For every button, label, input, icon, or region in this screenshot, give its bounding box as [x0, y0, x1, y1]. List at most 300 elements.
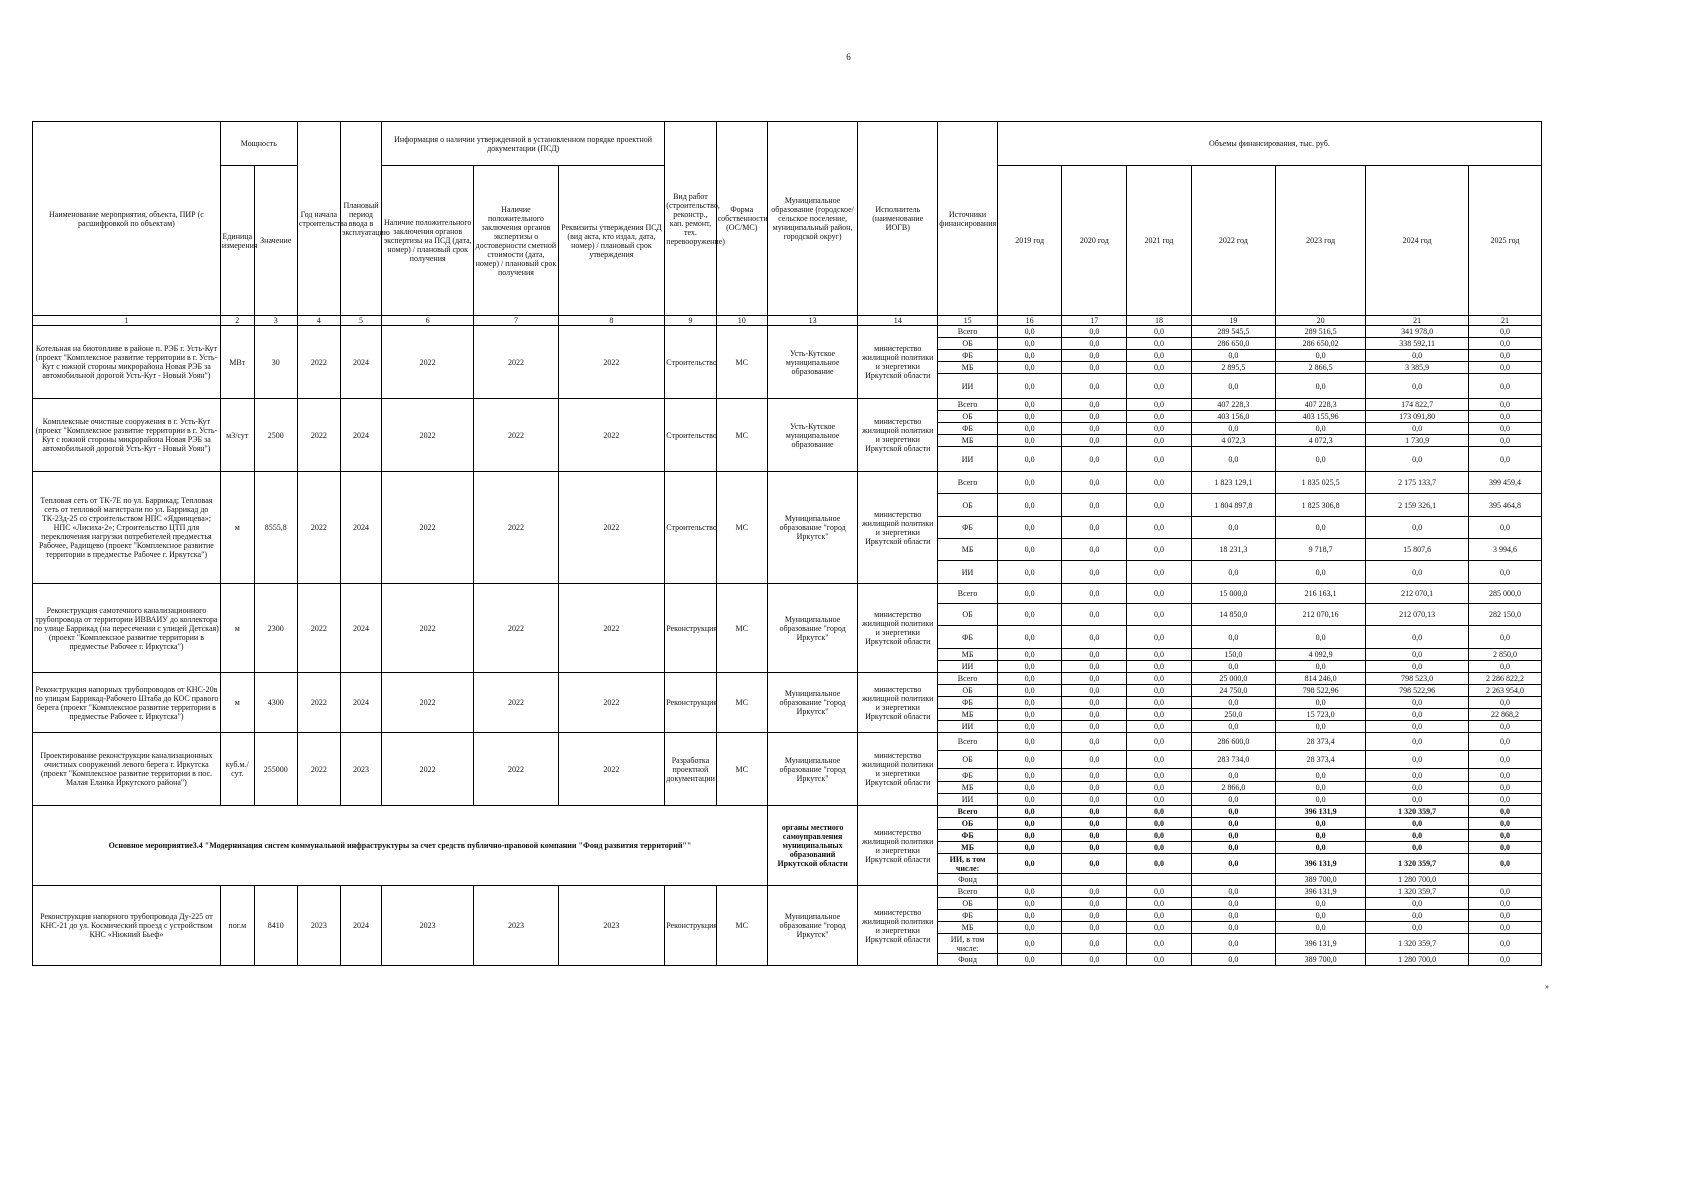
funding-value: 0,0: [1127, 561, 1192, 584]
funding-value: 0,0: [997, 782, 1062, 794]
ownership: МС: [716, 399, 767, 472]
executor: министерство жилищной политики и энергетики Иркутской области: [858, 472, 938, 584]
funding-value: 0,0: [1275, 447, 1365, 472]
funding-value: 0,0: [1127, 854, 1192, 874]
funding-value: 0,0: [1366, 721, 1469, 733]
funding-value: 0,0: [1062, 435, 1127, 447]
header-year: 2022 год: [1191, 166, 1275, 316]
funding-value: 4 092,9: [1275, 649, 1365, 661]
psd-requisites-date: 2022: [558, 326, 665, 399]
psd-expert-date: 2023: [381, 886, 473, 966]
funding-value: 389 700,0: [1275, 874, 1365, 886]
psd-expert-date: 2022: [381, 326, 473, 399]
funding-value: 1 730,9: [1366, 435, 1469, 447]
funding-value: 0,0: [1366, 350, 1469, 362]
column-number: 7: [474, 316, 558, 326]
funding-value: 28 373,4: [1275, 751, 1365, 769]
funding-value: 0,0: [1468, 374, 1541, 399]
funding-value: 0,0: [1468, 447, 1541, 472]
work-type: Строительство: [665, 326, 716, 399]
funding-value: 0,0: [1275, 350, 1365, 362]
funding-value: 0,0: [1127, 374, 1192, 399]
executor: министерство жилищной политики и энергетики Иркутской области: [858, 733, 938, 806]
funding-source: ИИ: [938, 661, 998, 673]
funding-value: 15 807,6: [1366, 539, 1469, 561]
funding-value: 0,0: [997, 842, 1062, 854]
funding-value: 0,0: [997, 472, 1062, 494]
funding-value: 0,0: [1127, 751, 1192, 769]
funding-source: ИИ: [938, 721, 998, 733]
column-number: 5: [340, 316, 381, 326]
header-unit: Единица измерения: [220, 166, 254, 316]
funding-value: 0,0: [1062, 338, 1127, 350]
funding-value: 3 994,6: [1468, 539, 1541, 561]
funding-value: 0,0: [1062, 954, 1127, 966]
work-type: Строительство: [665, 399, 716, 472]
funding-value: 0,0: [997, 769, 1062, 782]
header-psd-reliability: Наличие положительного заключения органов экспертизы о достоверности сметной стоимости (дата, номер) / плановый срок получения: [474, 166, 558, 316]
capacity-value: 30: [254, 326, 297, 399]
funding-value: 0,0: [1127, 709, 1192, 721]
header-year: 2024 год: [1366, 166, 1469, 316]
funding-value: 0,0: [1468, 733, 1541, 751]
funding-source: Всего: [938, 472, 998, 494]
funding-value: 0,0: [1468, 830, 1541, 842]
funding-value: 396 131,9: [1275, 854, 1365, 874]
funding-value: 2 159 326,1: [1366, 494, 1469, 517]
funding-value: 0,0: [1275, 782, 1365, 794]
funding-value: 0,0: [1275, 769, 1365, 782]
funding-value: 28 373,4: [1275, 733, 1365, 751]
funding-value: 0,0: [1468, 769, 1541, 782]
funding-source: ФБ: [938, 769, 998, 782]
funding-value: 0,0: [1127, 818, 1192, 830]
commission-year: 2024: [340, 584, 381, 673]
funding-value: 0,0: [1127, 898, 1192, 910]
funding-value: 212 070,13: [1366, 604, 1469, 626]
commission-year: 2024: [340, 326, 381, 399]
funding-value: 286 650,02: [1275, 338, 1365, 350]
funding-value: 0,0: [1366, 794, 1469, 806]
funding-value: 150,0: [1191, 649, 1275, 661]
header-year: 2023 год: [1275, 166, 1365, 316]
start-year: 2022: [297, 326, 340, 399]
funding-source: ОБ: [938, 604, 998, 626]
main-event-title: Основное мероприятие3.4 "Модернизация систем коммунальной инфраструктуры за счет средств публично-правовой компании "Фонд развития территорий"": [33, 806, 768, 886]
municipality: Муниципальное образование "город Иркутск": [767, 584, 857, 673]
funding-value: 0,0: [1062, 733, 1127, 751]
header-ownership: Форма собственности (ОС/МС): [716, 122, 767, 316]
work-type: Строительство: [665, 472, 716, 584]
funding-value: 0,0: [1468, 751, 1541, 769]
work-type: Разработка проектной документации: [665, 733, 716, 806]
funding-value: 0,0: [1127, 673, 1192, 685]
funding-value: 0,0: [1127, 661, 1192, 673]
funding-value: 0,0: [1468, 886, 1541, 898]
funding-value: 0,0: [1275, 830, 1365, 842]
column-number: 3: [254, 316, 297, 326]
funding-value: 0,0: [997, 954, 1062, 966]
start-year: 2022: [297, 399, 340, 472]
funding-value: 0,0: [1127, 472, 1192, 494]
funding-value: 0,0: [1062, 326, 1127, 338]
funding-value: 0,0: [997, 604, 1062, 626]
funding-value: 0,0: [1275, 561, 1365, 584]
capacity-value: 8410: [254, 886, 297, 966]
funding-value: 0,0: [997, 910, 1062, 922]
funding-value: 1 823 129,1: [1191, 472, 1275, 494]
funding-value: 4 072,3: [1191, 435, 1275, 447]
funding-value: 0,0: [1468, 934, 1541, 954]
header-year: 2019 год: [997, 166, 1062, 316]
page-number: 6: [846, 52, 851, 62]
funding-value: 0,0: [1127, 494, 1192, 517]
column-number: 13: [767, 316, 857, 326]
psd-requisites-date: 2022: [558, 673, 665, 733]
funding-value: 0,0: [997, 561, 1062, 584]
funding-value: 396 131,9: [1275, 806, 1365, 818]
funding-value: 0,0: [1366, 709, 1469, 721]
funding-value: 0,0: [1062, 411, 1127, 423]
ownership: МС: [716, 584, 767, 673]
funding-value: 0,0: [1191, 934, 1275, 954]
header-commission: Плановый период ввода в эксплуатацию: [340, 122, 381, 316]
funding-value: 0,0: [1468, 411, 1541, 423]
funding-source: МБ: [938, 782, 998, 794]
funding-value: 0,0: [1191, 954, 1275, 966]
capacity-unit: м: [220, 673, 254, 733]
funding-value: 25 000,0: [1191, 673, 1275, 685]
funding-value: 0,0: [997, 751, 1062, 769]
funding-value: 0,0: [1127, 649, 1192, 661]
funding-source: ИИ, в том числе:: [938, 934, 998, 954]
funding-value: 0,0: [1062, 854, 1127, 874]
header-value: Значение: [254, 166, 297, 316]
funding-value: [1062, 874, 1127, 886]
funding-source: Всего: [938, 584, 998, 604]
work-type: Реконструкция: [665, 673, 716, 733]
funding-value: 0,0: [1127, 584, 1192, 604]
ownership: МС: [716, 673, 767, 733]
funding-value: 15 000,0: [1191, 584, 1275, 604]
psd-reliability-date: 2022: [474, 472, 558, 584]
funding-value: 0,0: [1127, 886, 1192, 898]
funding-value: 0,0: [1127, 435, 1192, 447]
funding-value: 0,0: [1062, 494, 1127, 517]
funding-value: 2 263 954,0: [1468, 685, 1541, 697]
funding-source: ФБ: [938, 697, 998, 709]
funding-value: 0,0: [1468, 423, 1541, 435]
capacity-unit: куб.м./сут.: [220, 733, 254, 806]
funding-source: Фонд: [938, 954, 998, 966]
funding-value: 0,0: [1275, 661, 1365, 673]
project-name: Реконструкция напорного трубопровода Ду-225 от КНС-21 до ул. Космический проезд с устройством КНС «Нижний Бьеф»: [33, 886, 221, 966]
funding-value: 0,0: [1468, 922, 1541, 934]
funding-value: 0,0: [1062, 626, 1127, 649]
capacity-value: 255000: [254, 733, 297, 806]
funding-value: 0,0: [1062, 604, 1127, 626]
funding-value: 174 822,7: [1366, 399, 1469, 411]
funding-value: 0,0: [997, 326, 1062, 338]
funding-value: 0,0: [1468, 362, 1541, 374]
funding-value: 0,0: [1275, 626, 1365, 649]
funding-value: 0,0: [1191, 626, 1275, 649]
funding-value: 0,0: [997, 447, 1062, 472]
funding-value: 2 286 822,2: [1468, 673, 1541, 685]
funding-value: 1 320 359,7: [1366, 854, 1469, 874]
funding-value: 0,0: [1275, 794, 1365, 806]
funding-value: 0,0: [1275, 910, 1365, 922]
funding-value: 0,0: [1468, 338, 1541, 350]
funding-source: Фонд: [938, 874, 998, 886]
funding-value: 0,0: [1468, 561, 1541, 584]
funding-value: 0,0: [1127, 954, 1192, 966]
funding-source: ОБ: [938, 494, 998, 517]
funding-source: МБ: [938, 709, 998, 721]
municipality: Усть-Кутское муниципальное образование: [767, 399, 857, 472]
psd-reliability-date: 2022: [474, 399, 558, 472]
funding-value: 0,0: [1062, 709, 1127, 721]
funding-value: 389 700,0: [1275, 954, 1365, 966]
column-number: 10: [716, 316, 767, 326]
funding-value: 22 868,2: [1468, 709, 1541, 721]
funding-source: Всего: [938, 673, 998, 685]
funding-value: 0,0: [997, 818, 1062, 830]
funding-source: ФБ: [938, 626, 998, 649]
start-year: 2022: [297, 472, 340, 584]
funding-source: ИИ: [938, 374, 998, 399]
capacity-value: 2300: [254, 584, 297, 673]
table-row: [33, 886, 1542, 898]
funding-source: ИИ: [938, 794, 998, 806]
funding-value: 0,0: [1191, 854, 1275, 874]
header-psd-requisites: Реквизиты утверждения ПСД (вид акта, кто издал, дата, номер) / плановый срок утверждения: [558, 166, 665, 316]
funding-value: 0,0: [1366, 818, 1469, 830]
funding-value: 0,0: [997, 649, 1062, 661]
funding-value: 0,0: [1191, 769, 1275, 782]
funding-value: 0,0: [1275, 922, 1365, 934]
funding-value: 0,0: [1366, 661, 1469, 673]
funding-value: 0,0: [1062, 447, 1127, 472]
funding-source: ОБ: [938, 898, 998, 910]
funding-source: ОБ: [938, 751, 998, 769]
table-row: [33, 733, 1542, 751]
funding-value: 395 464,8: [1468, 494, 1541, 517]
funding-value: 0,0: [997, 697, 1062, 709]
funding-value: 0,0: [1468, 721, 1541, 733]
funding-value: 2 895,5: [1191, 362, 1275, 374]
funding-value: 403 156,0: [1191, 411, 1275, 423]
column-number: 15: [938, 316, 998, 326]
funding-value: 0,0: [1366, 626, 1469, 649]
funding-value: 0,0: [1275, 374, 1365, 399]
funding-source: Всего: [938, 806, 998, 818]
psd-expert-date: 2022: [381, 584, 473, 673]
funding-value: 0,0: [1127, 685, 1192, 697]
column-number: 19: [1191, 316, 1275, 326]
funding-value: 0,0: [1191, 447, 1275, 472]
header-psd-info: Информация о наличии утвержденной в установленном порядке проектной документации (ПСД): [381, 122, 664, 166]
funding-source: Всего: [938, 326, 998, 338]
project-name: Проектирование реконструкции канализационных очистных сооружений левого берега г. Иркутска (проект "Комплексное развитие территории в пос. Малая Еланка Иркутского района"): [33, 733, 221, 806]
municipality: Муниципальное образование "город Иркутск": [767, 472, 857, 584]
header-name: Наименование мероприятия, объекта, ПИР (с расшифровкой по объектам): [33, 122, 221, 316]
table-row: [33, 399, 1542, 411]
funding-value: 0,0: [997, 626, 1062, 649]
funding-value: 0,0: [997, 934, 1062, 954]
capacity-unit: пог.м: [220, 886, 254, 966]
psd-reliability-date: 2023: [474, 886, 558, 966]
funding-value: 2 866,0: [1191, 782, 1275, 794]
header-volumes: Объемы финансирования, тыс. руб.: [997, 122, 1541, 166]
funding-value: 0,0: [997, 685, 1062, 697]
funding-value: 0,0: [1062, 794, 1127, 806]
funding-value: 0,0: [1275, 818, 1365, 830]
funding-value: 0,0: [1468, 806, 1541, 818]
funding-value: 14 850,0: [1191, 604, 1275, 626]
funding-value: 0,0: [1366, 649, 1469, 661]
funding-value: 341 978,0: [1366, 326, 1469, 338]
funding-value: 0,0: [1275, 697, 1365, 709]
commission-year: 2024: [340, 399, 381, 472]
executor: министерство жилищной политики и энергетики Иркутской области: [858, 399, 938, 472]
funding-value: 0,0: [1062, 561, 1127, 584]
funding-source: МБ: [938, 539, 998, 561]
column-number: 16: [997, 316, 1062, 326]
funding-value: 0,0: [1127, 399, 1192, 411]
funding-source: МБ: [938, 362, 998, 374]
funding-value: 286 600,0: [1191, 733, 1275, 751]
funding-value: 396 131,9: [1275, 886, 1365, 898]
funding-value: 0,0: [1468, 954, 1541, 966]
column-numbers-row: [33, 316, 1542, 326]
funding-value: 0,0: [1127, 721, 1192, 733]
funding-value: 0,0: [1062, 350, 1127, 362]
funding-value: 9 718,7: [1275, 539, 1365, 561]
funding-value: 0,0: [1191, 818, 1275, 830]
funding-value: 0,0: [997, 399, 1062, 411]
financing-table: [32, 121, 1542, 966]
funding-value: 0,0: [1191, 830, 1275, 842]
funding-value: 173 091,80: [1366, 411, 1469, 423]
funding-value: 0,0: [1191, 697, 1275, 709]
psd-expert-date: 2022: [381, 673, 473, 733]
header-psd-expert: Наличие положительного заключения органов экспертизы на ПСД (дата, номер) / плановый срок получения: [381, 166, 473, 316]
psd-requisites-date: 2022: [558, 733, 665, 806]
funding-value: 0,0: [997, 374, 1062, 399]
municipality: Усть-Кутское муниципальное образование: [767, 326, 857, 399]
funding-source: ОБ: [938, 818, 998, 830]
funding-value: 1 320 359,7: [1366, 806, 1469, 818]
psd-requisites-date: 2022: [558, 399, 665, 472]
header-municipality: Муниципальное образование (городское/сельское поселение, муниципальный район, городской округ): [767, 122, 857, 316]
ownership: МС: [716, 733, 767, 806]
funding-value: 407 228,3: [1275, 399, 1365, 411]
funding-source: Всего: [938, 399, 998, 411]
funding-value: 0,0: [1062, 898, 1127, 910]
funding-value: 0,0: [997, 423, 1062, 435]
municipality: Муниципальное образование "город Иркутск": [767, 733, 857, 806]
funding-value: 0,0: [1468, 517, 1541, 539]
funding-source: МБ: [938, 922, 998, 934]
funding-value: 0,0: [1127, 539, 1192, 561]
header-year: 2020 год: [1062, 166, 1127, 316]
funding-value: 0,0: [1468, 350, 1541, 362]
executor: министерство жилищной политики и энергетики Иркутской области: [858, 673, 938, 733]
psd-requisites-date: 2022: [558, 472, 665, 584]
funding-source: ФБ: [938, 910, 998, 922]
start-year: 2023: [297, 886, 340, 966]
funding-value: 0,0: [1275, 423, 1365, 435]
funding-value: 2 175 133,7: [1366, 472, 1469, 494]
funding-value: 0,0: [1275, 517, 1365, 539]
funding-value: 0,0: [1191, 423, 1275, 435]
ownership: МС: [716, 326, 767, 399]
funding-value: 0,0: [1127, 922, 1192, 934]
funding-value: 0,0: [997, 494, 1062, 517]
funding-value: 0,0: [1062, 721, 1127, 733]
funding-value: 0,0: [997, 898, 1062, 910]
column-number: 21: [1366, 316, 1469, 326]
funding-value: 0,0: [1366, 842, 1469, 854]
funding-source: ОБ: [938, 685, 998, 697]
funding-value: 0,0: [1191, 910, 1275, 922]
funding-value: 0,0: [1062, 649, 1127, 661]
capacity-unit: м: [220, 472, 254, 584]
funding-value: 0,0: [997, 709, 1062, 721]
header-sources: Источники финансирования: [938, 122, 998, 316]
funding-value: 798 522,96: [1366, 685, 1469, 697]
funding-value: 0,0: [1191, 721, 1275, 733]
funding-value: 289 545,5: [1191, 326, 1275, 338]
funding-source: ИИ: [938, 447, 998, 472]
funding-value: 3 385,9: [1366, 362, 1469, 374]
funding-value: 0,0: [1062, 685, 1127, 697]
funding-value: 0,0: [1468, 842, 1541, 854]
funding-value: 396 131,9: [1275, 934, 1365, 954]
funding-value: 250,0: [1191, 709, 1275, 721]
funding-value: 0,0: [1127, 794, 1192, 806]
funding-value: 0,0: [1062, 818, 1127, 830]
capacity-value: 2500: [254, 399, 297, 472]
funding-value: 0,0: [1191, 561, 1275, 584]
funding-value: 0,0: [997, 411, 1062, 423]
funding-value: 0,0: [1191, 661, 1275, 673]
funding-value: 0,0: [1062, 806, 1127, 818]
funding-value: 0,0: [1191, 374, 1275, 399]
funding-value: 798 522,96: [1275, 685, 1365, 697]
header-year: 2021 год: [1127, 166, 1192, 316]
start-year: 2022: [297, 733, 340, 806]
funding-value: 0,0: [1468, 910, 1541, 922]
funding-value: 0,0: [1127, 604, 1192, 626]
table-row: [33, 472, 1542, 494]
funding-value: 0,0: [1062, 673, 1127, 685]
header-work-type: Вид работ (строительство, реконстр., кап. ремонт, тех. перевооружение): [665, 122, 716, 316]
funding-value: 0,0: [997, 854, 1062, 874]
psd-reliability-date: 2022: [474, 733, 558, 806]
funding-value: 0,0: [1275, 721, 1365, 733]
executor: министерство жилищной политики и энергетики Иркутской области: [858, 326, 938, 399]
funding-value: 0,0: [1366, 423, 1469, 435]
funding-value: 0,0: [1366, 751, 1469, 769]
funding-value: 0,0: [1366, 769, 1469, 782]
executor: министерство жилищной политики и энергетики Иркутской области: [858, 584, 938, 673]
column-number: 6: [381, 316, 473, 326]
funding-value: 0,0: [997, 661, 1062, 673]
funding-source: ИИ, в том числе:: [938, 854, 998, 874]
funding-value: 0,0: [1275, 898, 1365, 910]
